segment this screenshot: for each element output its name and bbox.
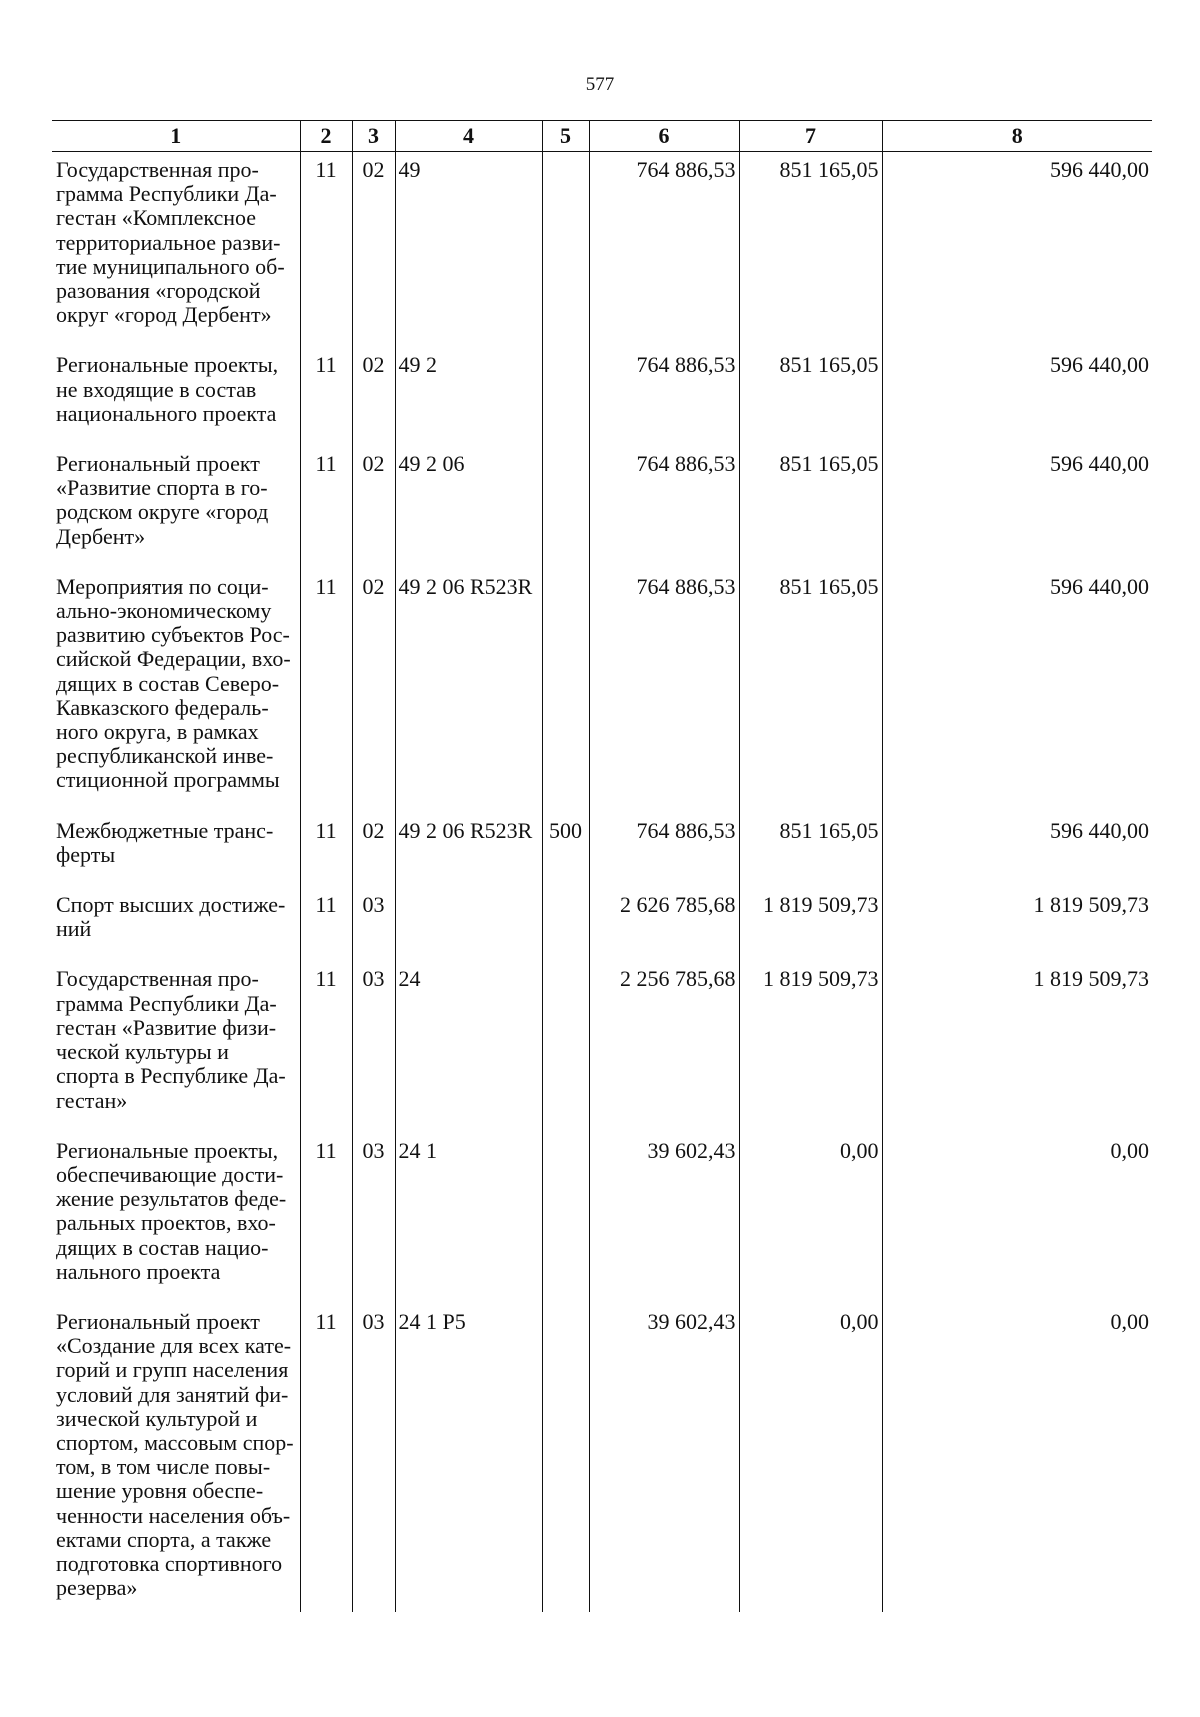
section-code-cell: 11 — [300, 1304, 352, 1612]
subsection-code-cell: 02 — [352, 813, 395, 887]
row-name-cell: Государственная про- грамма Республики Да- гестан «Комплексное территориальное разви- тие муниципального об- разования «городской округ «город Дербент» — [56, 157, 285, 328]
amount-col7-cell: 1 819 509,73 — [739, 961, 882, 1132]
column-header: 3 — [352, 121, 395, 152]
target-article-cell: 49 2 06 R523R — [395, 569, 542, 813]
target-article-cell: 49 2 — [395, 347, 542, 446]
expense-type-cell — [542, 887, 589, 961]
amount-col6-cell: 764 886,53 — [589, 569, 739, 813]
column-header: 2 — [300, 121, 352, 152]
expense-type-cell — [542, 446, 589, 569]
expense-type-cell — [542, 1133, 589, 1304]
amount-col7-cell: 851 165,05 — [739, 446, 882, 569]
table-row — [52, 446, 1152, 569]
row-name-cell: Региональные проекты, обеспечивающие дости- жение результатов феде- ральных проектов, вхо- дящих в состав нацио- нального проекта — [56, 1137, 287, 1284]
amount-col6-cell: 764 886,53 — [589, 446, 739, 569]
row-name-cell: Спорт высших достиже- ний — [56, 892, 286, 942]
amount-col7-cell: 851 165,05 — [739, 569, 882, 813]
expense-type-cell: 500 — [542, 813, 589, 887]
row-name-cell: Государственная про- грамма Республики Да- гестан «Развитие физи- ческой культуры и спорта в Республике Да- гестан» — [56, 966, 286, 1113]
table-row — [52, 347, 1152, 446]
target-article-cell: 24 — [395, 961, 542, 1132]
subsection-code-cell: 02 — [352, 569, 395, 813]
table-row — [52, 813, 1152, 887]
amount-col8-cell: 0,00 — [882, 1133, 1152, 1304]
section-code-cell: 11 — [300, 961, 352, 1132]
table-header-row — [52, 121, 1152, 152]
column-header: 4 — [395, 121, 542, 152]
row-name-cell: Региональный проект «Создание для всех кате- горий и групп населения условий для занятий фи- зической культурой и спортом, массовым спор- том, в том числе повы- шение уровня обеспе- ченности населения объ- ектами спорта, а также подготовка спортивного резерва» — [56, 1308, 294, 1601]
amount-col6-cell: 39 602,43 — [589, 1304, 739, 1612]
subsection-code-cell: 03 — [352, 887, 395, 961]
subsection-code-cell: 03 — [352, 961, 395, 1132]
table-row — [52, 152, 1152, 348]
page-number: 577 — [585, 74, 615, 95]
column-header: 1 — [52, 121, 300, 152]
subsection-code-cell: 02 — [352, 347, 395, 446]
expense-type-cell — [542, 961, 589, 1132]
amount-col6-cell: 764 886,53 — [589, 347, 739, 446]
section-code-cell: 11 — [300, 1133, 352, 1304]
column-header: 8 — [882, 121, 1152, 152]
amount-col8-cell: 596 440,00 — [882, 813, 1152, 887]
expense-type-cell — [542, 1304, 589, 1612]
section-code-cell: 11 — [300, 887, 352, 961]
amount-col8-cell: 596 440,00 — [882, 569, 1152, 813]
section-code-cell: 11 — [300, 152, 352, 348]
subsection-code-cell: 02 — [352, 152, 395, 348]
amount-col7-cell: 1 819 509,73 — [739, 887, 882, 961]
amount-col8-cell: 596 440,00 — [882, 152, 1152, 348]
amount-col6-cell: 2 626 785,68 — [589, 887, 739, 961]
target-article-cell: 49 2 06 — [395, 446, 542, 569]
table-row — [52, 1133, 1152, 1304]
target-article-cell: 24 1 P5 — [395, 1304, 542, 1612]
expense-type-cell — [542, 347, 589, 446]
section-code-cell: 11 — [300, 813, 352, 887]
amount-col6-cell: 764 886,53 — [589, 152, 739, 348]
amount-col7-cell: 851 165,05 — [739, 152, 882, 348]
amount-col6-cell: 2 256 785,68 — [589, 961, 739, 1132]
row-name-cell: Межбюджетные транс- ферты — [56, 817, 274, 867]
table-row — [52, 961, 1152, 1132]
expense-type-cell — [542, 569, 589, 813]
amount-col6-cell: 39 602,43 — [589, 1133, 739, 1304]
row-name-cell: Региональные проекты, не входящие в состав национального проекта — [56, 352, 279, 426]
subsection-code-cell: 03 — [352, 1304, 395, 1612]
section-code-cell: 11 — [300, 347, 352, 446]
column-header: 5 — [542, 121, 589, 152]
subsection-code-cell: 03 — [352, 1133, 395, 1304]
budget-table — [52, 120, 1152, 1612]
amount-col7-cell: 851 165,05 — [739, 813, 882, 887]
amount-col7-cell: 851 165,05 — [739, 347, 882, 446]
row-name-cell: Мероприятия по соци- ально-экономическому развитию субъектов Рос- сийской Федерации, вхо- дящих в состав Северо- Кавказского федераль- ного округа, в рамках республиканской инве- стиционной программы — [56, 573, 291, 793]
amount-col8-cell: 1 819 509,73 — [882, 887, 1152, 961]
amount-col8-cell: 596 440,00 — [882, 446, 1152, 569]
target-article-cell — [395, 887, 542, 961]
amount-col7-cell: 0,00 — [739, 1304, 882, 1612]
amount-col6-cell: 764 886,53 — [589, 813, 739, 887]
target-article-cell: 49 — [395, 152, 542, 348]
amount-col8-cell: 1 819 509,73 — [882, 961, 1152, 1132]
column-header: 6 — [589, 121, 739, 152]
table-row — [52, 569, 1152, 813]
amount-col7-cell: 0,00 — [739, 1133, 882, 1304]
amount-col8-cell: 596 440,00 — [882, 347, 1152, 446]
section-code-cell: 11 — [300, 446, 352, 569]
amount-col8-cell: 0,00 — [882, 1304, 1152, 1612]
target-article-cell: 24 1 — [395, 1133, 542, 1304]
column-header: 7 — [739, 121, 882, 152]
table-row — [52, 1304, 1152, 1612]
section-code-cell: 11 — [300, 569, 352, 813]
table-row — [52, 887, 1152, 961]
row-name-cell: Региональный проект «Развитие спорта в го- родском округе «город Дербент» — [56, 451, 269, 549]
expense-type-cell — [542, 152, 589, 348]
subsection-code-cell: 02 — [352, 446, 395, 569]
target-article-cell: 49 2 06 R523R — [395, 813, 542, 887]
